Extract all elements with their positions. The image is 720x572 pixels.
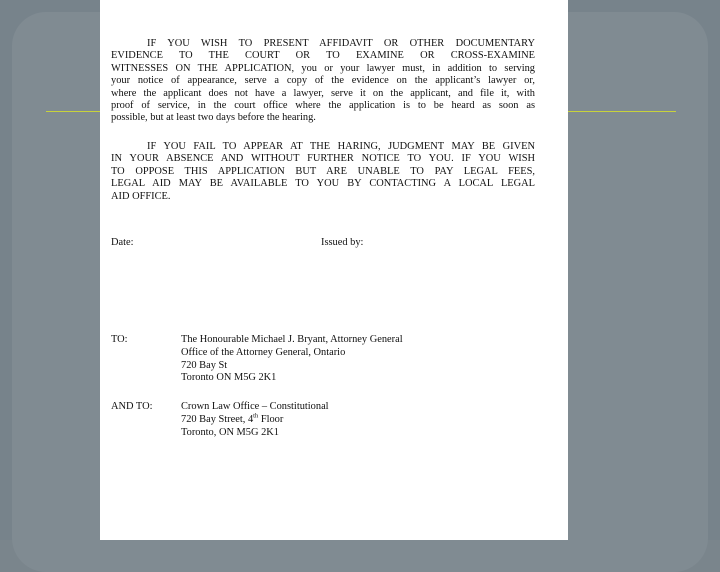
to-address-block <box>181 334 403 385</box>
address-line: 720 Bay St <box>181 359 228 371</box>
paragraph-evidence-notice <box>111 38 535 125</box>
issued-by-label: Issued by: <box>321 237 364 248</box>
paragraph-line: IF YOU WISH TO PRESENT AFFIDAVIT OR OTHER DOCUMENTARY <box>147 38 535 49</box>
paragraph-line: WITNESSES ON THE APPLICATION, you or your lawyer must, in addition to serving <box>111 62 535 74</box>
address-line: Toronto ON M5G 2K1 <box>181 372 277 384</box>
and-to-address-block <box>181 401 329 439</box>
paragraph-line: EVIDENCE TO THE COURT OR TO EXAMINE OR CROSS-EXAMINE <box>111 50 535 62</box>
paragraph-line: AID OFFICE. <box>111 190 171 202</box>
paragraph-line: TO OPPOSE THIS APPLICATION BUT ARE UNABLE TO PAY LEGAL FEES, <box>111 165 535 177</box>
address-line: Office of the Attorney General, Ontario <box>181 346 346 358</box>
address-line: The Honourable Michael J. Bryant, Attorney General <box>181 334 403 345</box>
paragraph-line: LEGAL AID MAY BE AVAILABLE TO YOU BY CONTACTING A LOCAL LEGAL <box>111 178 535 190</box>
address-line-floor: Floor <box>258 413 284 425</box>
paragraph-line: IF YOU FAIL TO APPEAR AT THE HARING, JUDGMENT MAY BE GIVEN <box>147 141 535 152</box>
paragraph-line: proof of service, in the court office where the application is to be heard as soon as <box>111 100 535 112</box>
date-label: Date: <box>111 237 134 248</box>
and-to-label: AND TO: <box>111 401 153 412</box>
to-label: TO: <box>111 334 128 345</box>
document-page <box>100 0 568 540</box>
address-line-street: 720 Bay Street, 4 <box>181 413 254 425</box>
paragraph-line: IN YOUR ABSENCE AND WITHOUT FURTHER NOTICE TO YOU. IF YOU WISH <box>111 153 535 165</box>
address-line: Toronto, ON M5G 2K1 <box>181 426 279 438</box>
paragraph-line: where the applicant does not have a lawyer, serve it on the applicant, and file it, with <box>111 87 535 99</box>
address-line <box>181 414 329 427</box>
paragraph-line: possible, but at least two days before the hearing. <box>111 112 316 124</box>
paragraph-line: your notice of appearance, serve a copy of the evidence on the applicant’s lawyer or, <box>111 75 535 87</box>
ordinal-suffix: th <box>253 412 259 420</box>
address-line: Crown Law Office – Constitutional <box>181 401 329 412</box>
paragraph-failure-notice <box>111 141 535 203</box>
